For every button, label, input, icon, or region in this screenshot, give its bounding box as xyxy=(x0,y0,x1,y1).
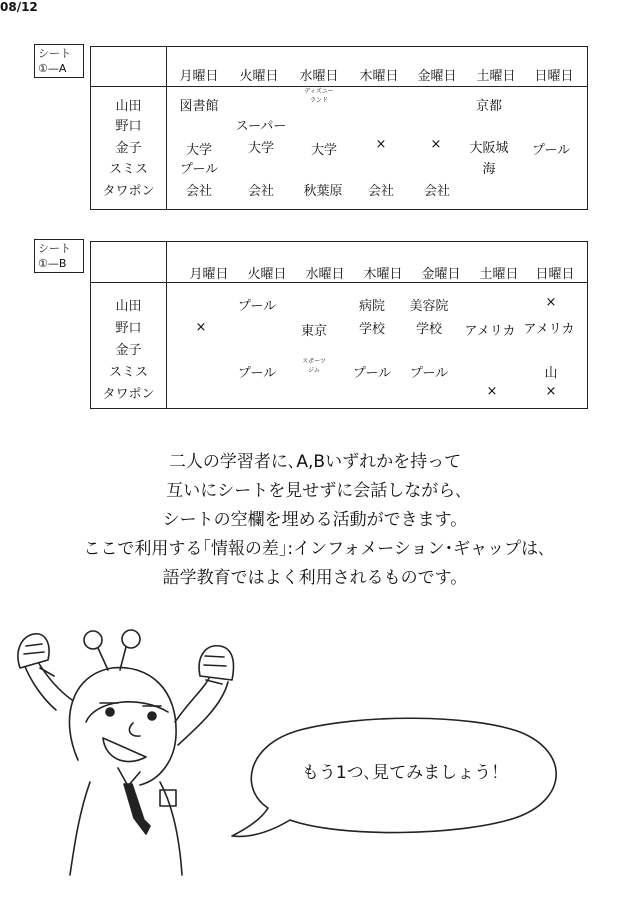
sheet-a-cell: 図書館 xyxy=(179,99,219,114)
sheet-a-header-fri: 金曜日 xyxy=(417,69,457,84)
sheet-b-cell: 学校 xyxy=(358,322,386,337)
sheet-b-cell: 美容院 xyxy=(409,299,449,314)
sheet-b-cell: プール xyxy=(352,366,392,381)
sheet-b-cell: アメリカ xyxy=(464,324,516,339)
sheet-b-cell: プール xyxy=(409,366,449,381)
sheet-b-cell: アメリカ xyxy=(523,322,575,337)
character-mouth-icon xyxy=(103,738,146,762)
sheet-a-cell: × xyxy=(430,137,442,152)
antenna-ball-right-icon xyxy=(122,630,140,648)
sheet-b-cell: × xyxy=(545,384,557,399)
sheet-b-tag-line2: ①—B xyxy=(38,257,67,270)
fist-left-icon xyxy=(18,634,49,668)
sheet-a-cell: ランド xyxy=(309,97,329,104)
sheet-a-person-tawapon: タワポン xyxy=(102,184,155,199)
sheet-a-cell: 会社 xyxy=(247,184,275,199)
explanation-line: ここで利用する｢情報の差｣:インフォメーション･ギャップは､ xyxy=(83,539,547,559)
sheet-a-tag-line1: シート xyxy=(38,47,71,60)
sheet-b-person-yamada: 山田 xyxy=(115,299,142,314)
necktie-icon xyxy=(124,784,150,834)
sheet-b-header-thu: 木曜日 xyxy=(363,267,403,282)
sheet-a-cell: 大阪城 xyxy=(469,141,509,156)
fist-right-icon xyxy=(199,646,233,680)
sheet-a-person-yamada: 山田 xyxy=(115,99,142,114)
character-head-icon xyxy=(69,668,176,785)
sheet-b-tag-line1: シート xyxy=(38,242,71,255)
sheet-a-person-smith: スミス xyxy=(108,162,148,177)
sheet-a-person-noguchi: 野口 xyxy=(115,119,142,134)
sheet-b-header-wed: 水曜日 xyxy=(305,267,345,282)
sheet-b-header-fri: 金曜日 xyxy=(421,267,461,282)
sheet-b-header-sun: 日曜日 xyxy=(535,267,575,282)
sheet-b-cell: スポーツ xyxy=(302,358,326,365)
sheet-b-cell: 東京 xyxy=(300,324,328,339)
sheet-b-header-mon: 月曜日 xyxy=(189,267,229,282)
sheet-a-person-kaneko: 金子 xyxy=(115,141,142,156)
character-eye-right-icon xyxy=(148,712,156,720)
antenna-ball-left-icon xyxy=(84,631,102,649)
sheet-a-cell: ディズニー xyxy=(304,88,334,95)
sheet-b-person-smith: スミス xyxy=(108,365,148,380)
sheet-b-cell: 学校 xyxy=(415,322,443,337)
sheet-a-tag-line2: ①—A xyxy=(38,62,67,75)
sheet-a-cell: 大学 xyxy=(185,143,213,158)
sheet-a-cell: プール xyxy=(179,162,219,177)
sheet-b-cell: プール xyxy=(237,366,277,381)
speech-bubble-text: もう1つ､見てみましょう！ xyxy=(301,763,509,783)
sheet-a-cell: 会社 xyxy=(423,184,451,199)
sheet-b-cell: × xyxy=(545,295,557,310)
character-eye-left-icon xyxy=(106,708,114,716)
sheet-a-header-tue: 火曜日 xyxy=(239,69,279,84)
explanation-line: 語学教育ではよく利用されるものです。 xyxy=(162,568,468,588)
sheet-a-cell: 大学 xyxy=(310,143,338,158)
sheet-b-cell: ジム xyxy=(308,367,320,374)
explanation-line: 互いにシートを見せずに会話しながら､ xyxy=(166,481,464,501)
sheet-b-cell: × xyxy=(486,384,498,399)
sheet-b-header-sat: 土曜日 xyxy=(479,267,519,282)
sheet-a-header-wed: 水曜日 xyxy=(299,69,339,84)
sheet-a-cell: × xyxy=(375,137,387,152)
sheet-a-cell: 会社 xyxy=(367,184,395,199)
sheet-b-person-kaneko: 金子 xyxy=(115,343,142,358)
page-number: 08/12 xyxy=(0,0,38,14)
sheet-a-cell: 京都 xyxy=(475,99,503,114)
sheet-a-header-sun: 日曜日 xyxy=(534,69,574,84)
sheet-a-cell: 会社 xyxy=(185,184,213,199)
sheet-a-header-mon: 月曜日 xyxy=(179,69,219,84)
sheet-a-cell: 秋葉原 xyxy=(303,184,343,199)
sheet-b-person-noguchi: 野口 xyxy=(115,321,142,336)
sheet-b-cell: × xyxy=(195,320,207,335)
sheet-a-cell: 海 xyxy=(482,162,496,177)
sheet-a-cell: 大学 xyxy=(247,141,275,156)
explanation-line: シートの空欄を埋める活動ができます。 xyxy=(162,510,468,530)
sheet-a-header-thu: 木曜日 xyxy=(359,69,399,84)
sheet-b-cell: 山 xyxy=(544,366,558,381)
sheet-b-cell: 病院 xyxy=(358,299,386,314)
sheet-b-cell: プール xyxy=(237,299,277,314)
sheet-a-cell: プール xyxy=(531,143,571,158)
sheet-a-header-sat: 土曜日 xyxy=(476,69,516,84)
sheet-a-cell: スーパー xyxy=(235,119,287,134)
sheet-b-person-tawapon: タワポン xyxy=(102,387,155,402)
sheet-b-header-tue: 火曜日 xyxy=(247,267,287,282)
explanation-line: 二人の学習者に､A,Bいずれかを持って xyxy=(168,452,462,472)
